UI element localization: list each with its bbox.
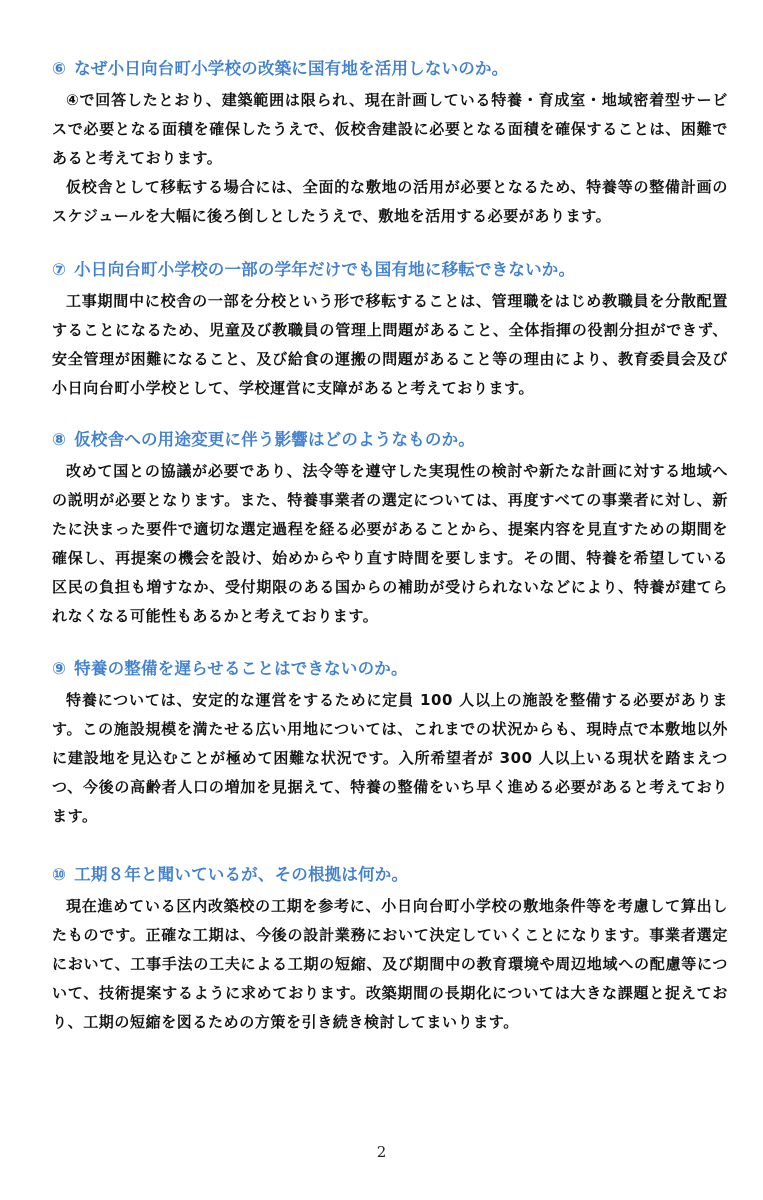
section-number: ⑦ [52,260,67,279]
qa-section-9 [52,658,728,831]
section-title: なぜ小日向台町小学校の改築に国有地を活用しないのか。 [74,59,509,78]
section-heading [52,259,728,281]
section-number: ⑨ [52,659,67,678]
qa-section-7 [52,259,728,403]
answer-paragraph: 改めて国との協議が必要であり、法令等を遵守した実現性の検討や新たな計画に対する地域への説明が必要となります。また、特養事業者の選定については、再度すべての事業者に対し、新たに決まった要件で適切な選定過程を経る必要があることから、提案内容を見直すための期間を確保し、再提案の機会を設け、始めからやり直す時間を要します。その間、特養を希望している区民の負担も増すなか、受付期限のある国からの補助が受けられないなどにより、特養が建てられなくなる可能性もあるかと考えております。 [52,462,728,625]
answer-paragraph: 現在進めている区内改築校の工期を参考に、小日向台町小学校の敷地条件等を考慮して算出したものです。正確な工期は、今後の設計業務において決定していくことになります。事業者選定において、工事手法の工夫による工期の短縮、及び期間中の教育環境や周辺地域への配慮等について、技術提案するように求めております。改築期間の長期化については大きな課題と捉えており、工期の短縮を図るための方策を引き続き検討してまいります。 [52,897,728,1031]
section-heading [52,429,728,451]
section-number: ⑥ [52,59,67,78]
section-title: 仮校舎への用途変更に伴う影響はどのようなものか。 [74,430,475,449]
answer-paragraph: 特養については、安定的な運営をするために定員 100 人以上の施設を整備する必要があります。この施設規模を満たせる広い用地については、これまでの状況からも、現時点で本敷地以外に建設地を見込むことが極めて困難な状況です。入所希望者が 300 人以上いる現状を踏まえつつ、今後の高齢者人口の増加を見据えて、特養の整備をいち早く進める必要があると考えております。 [52,691,728,825]
qa-section-6 [52,58,728,231]
qa-section-10 [52,864,728,1037]
answer-paragraph: 仮校舎として移転する場合には、全面的な敷地の活用が必要となるため、特養等の整備計画のスケジュールを大幅に後ろ倒しとしたうえで、敷地を活用する必要があります。 [52,178,728,225]
section-title: 特養の整備を遅らせることはできないのか。 [74,659,408,678]
section-heading [52,864,728,886]
section-heading [52,58,728,80]
section-heading [52,658,728,680]
page-number: 2 [376,1143,387,1161]
answer-paragraph: ④で回答したとおり、建築範囲は限られ、現在計画している特養・育成室・地域密着型サービスで必要となる面積を確保したうえで、仮校舎建設に必要となる面積を確保することは、困難であると考えております。 [52,91,728,167]
qa-section-8 [52,429,728,631]
answer-paragraph: 工事期間中に校舎の一部を分校という形で移転することは、管理職をはじめ教職員を分散配置することになるため、児童及び教職員の管理上問題があること、全体指揮の役割分担ができず、安全管理が困難になること、及び給食の運搬の問題があること等の理由により、教育委員会及び小日向台町小学校として、学校運営に支障があると考えております。 [52,292,728,397]
section-number: ⑩ [52,865,67,884]
section-title: 工期８年と聞いているが、その根拠は何か。 [74,865,409,884]
section-number: ⑧ [52,430,67,449]
section-title: 小日向台町小学校の一部の学年だけでも国有地に移転できないか。 [74,260,576,279]
